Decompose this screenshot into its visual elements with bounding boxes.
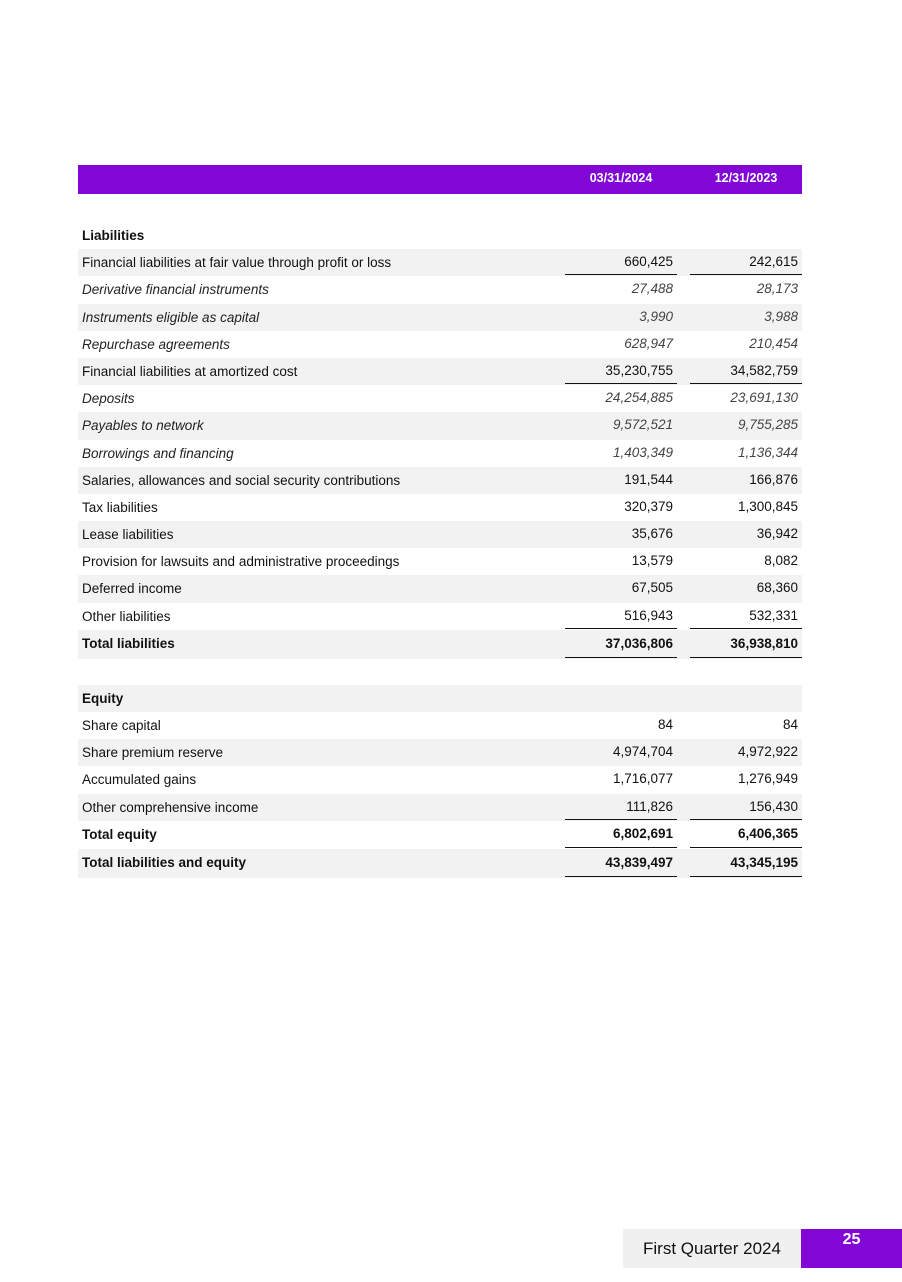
row-label: Repurchase agreements — [82, 336, 230, 352]
value-2024: 1,403,349 — [612, 444, 673, 460]
value-2023: 532,331 — [690, 603, 802, 629]
value-2024: 35,230,755 — [565, 358, 677, 384]
value-2023: 242,615 — [690, 249, 802, 275]
table-row — [78, 766, 802, 793]
row-label: Other comprehensive income — [82, 799, 259, 815]
value-2023: 6,406,365 — [690, 821, 802, 848]
table-row — [78, 276, 802, 303]
table-row — [78, 739, 802, 766]
value-2023: 1,136,344 — [737, 444, 798, 460]
value-2024: 111,826 — [565, 794, 677, 820]
section-title: Equity — [82, 690, 124, 706]
table-row — [78, 358, 802, 385]
value-2023: 166,876 — [749, 471, 798, 487]
row-label: Share premium reserve — [82, 745, 224, 761]
value-2023: 1,300,845 — [737, 498, 798, 514]
row-label: Financial liabilities at amortized cost — [82, 363, 298, 379]
row-label: Total liabilities — [82, 635, 175, 651]
row-label: Other liabilities — [82, 608, 171, 624]
table-row — [78, 467, 802, 494]
column-header-2024: 03/31/2024 — [589, 171, 653, 185]
value-2024: 13,579 — [631, 553, 673, 569]
value-2023: 1,276,949 — [737, 771, 798, 787]
total-liabilities-equity-row — [78, 849, 802, 878]
row-label: Tax liabilities — [82, 499, 158, 515]
row-label: Borrowings and financing — [82, 445, 234, 461]
row-label: Financial liabilities at fair value through profit or loss — [82, 255, 392, 271]
value-2024: 27,488 — [631, 281, 673, 297]
value-2023: 34,582,759 — [690, 358, 802, 384]
row-label: Total liabilities and equity — [82, 854, 247, 870]
value-2023: 156,430 — [690, 794, 802, 820]
table-row — [78, 521, 802, 548]
value-2024: 628,947 — [624, 335, 673, 351]
value-2023: 4,972,922 — [737, 744, 798, 760]
total-liabilities-row — [78, 630, 802, 659]
row-label: Deposits — [82, 391, 135, 407]
row-label: Accumulated gains — [82, 772, 197, 788]
row-label: Deferred income — [82, 581, 182, 597]
section-header-liabilities — [78, 222, 802, 249]
row-label: Salaries, allowances and social security contributions — [82, 472, 401, 488]
column-header-2023: 12/31/2023 — [714, 171, 778, 185]
value-2024: 9,572,521 — [612, 417, 673, 433]
table-row — [78, 712, 802, 739]
table-row — [78, 412, 802, 439]
row-label: Provision for lawsuits and administrative proceedings — [82, 554, 400, 570]
table-row — [78, 440, 802, 467]
row-label: Payables to network — [82, 418, 204, 434]
section-header-equity — [78, 685, 802, 712]
table-row — [78, 331, 802, 358]
value-2024: 67,505 — [631, 580, 673, 596]
value-2023: 23,691,130 — [730, 390, 798, 406]
table-row — [78, 385, 802, 412]
table-row — [78, 575, 802, 602]
value-2024: 4,974,704 — [612, 744, 673, 760]
value-2023: 36,938,810 — [690, 630, 802, 658]
value-2023: 68,360 — [756, 580, 798, 596]
value-2023: 9,755,285 — [737, 417, 798, 433]
table-header — [78, 165, 802, 194]
value-2024: 43,839,497 — [565, 849, 677, 877]
total-equity-row — [78, 821, 802, 849]
value-2024: 35,676 — [631, 526, 673, 542]
report-period-label: First Quarter 2024 — [623, 1229, 801, 1268]
row-label: Total equity — [82, 826, 157, 842]
section-title: Liabilities — [82, 228, 145, 243]
row-label: Derivative financial instruments — [82, 282, 269, 298]
value-2024: 191,544 — [624, 471, 673, 487]
value-2024: 660,425 — [565, 249, 677, 275]
balance-sheet-table — [78, 165, 802, 878]
page-number-text: 25 — [842, 1231, 861, 1248]
value-2023: 43,345,195 — [690, 849, 802, 877]
table-row — [78, 548, 802, 575]
table-row — [78, 794, 802, 821]
value-2023: 3,988 — [764, 308, 798, 324]
value-2023: 210,454 — [749, 335, 798, 351]
value-2024: 24,254,885 — [605, 390, 673, 406]
value-2023: 8,082 — [764, 553, 798, 569]
table-row — [78, 494, 802, 521]
header-fill — [565, 685, 802, 712]
table-row — [78, 304, 802, 331]
value-2024: 1,716,077 — [612, 771, 673, 787]
page-number — [801, 1229, 902, 1268]
table-row — [78, 249, 802, 276]
value-2023: 28,173 — [756, 281, 798, 297]
value-2024: 320,379 — [624, 498, 673, 514]
row-label: Share capital — [82, 718, 161, 733]
row-label: Lease liabilities — [82, 527, 174, 543]
value-2023: 84 — [782, 717, 798, 732]
value-2024: 6,802,691 — [565, 821, 677, 848]
value-2024: 84 — [657, 717, 673, 732]
value-2024: 37,036,806 — [565, 630, 677, 658]
row-label: Instruments eligible as capital — [82, 309, 260, 325]
value-2023: 36,942 — [756, 526, 798, 542]
table-row — [78, 603, 802, 630]
value-2024: 516,943 — [565, 603, 677, 629]
value-2024: 3,990 — [639, 308, 673, 324]
